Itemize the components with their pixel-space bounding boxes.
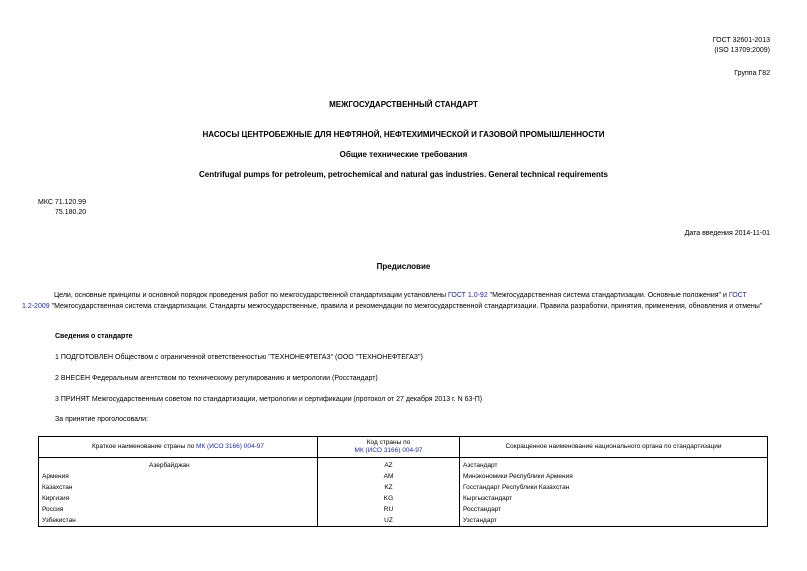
- table-row: [39, 504, 768, 515]
- subtitle: Общие технические требования: [339, 150, 468, 159]
- country-cell: Азербайджан: [39, 458, 318, 472]
- mk-iso-3166-link[interactable]: МК (ИСО 3166) 004-97: [196, 443, 264, 450]
- country-cell: Узбекистан: [39, 515, 318, 527]
- preface-heading: Предисловие: [376, 262, 431, 271]
- intro-date: Дата введения 2014-11-01: [684, 230, 770, 237]
- about-heading: Сведения о стандарте: [55, 333, 133, 340]
- voted-label: За принятие проголосовали:: [55, 416, 148, 423]
- body-cell: Минэкономики Республики Армения: [460, 471, 768, 482]
- english-title: Centrifugal pumps for petroleum, petrochemical and natural gas industries. General technical requirements: [199, 170, 608, 179]
- body-cell: Росстандарт: [460, 504, 768, 515]
- code-cell: KZ: [318, 482, 460, 493]
- table-row: [39, 482, 768, 493]
- code-cell: RU: [318, 504, 460, 515]
- about-item-1: 1 ПОДГОТОВЛЕН Обществом с ограниченной ответственностью "ТЕХНОНЕФТЕГАЗ" (ООО "ТЕХНОНЕФТЕГАЗ"): [55, 354, 423, 361]
- mk-iso-3166-code-link[interactable]: МК (ИСО 3166) 004-97: [354, 447, 423, 454]
- col-code-header: [318, 437, 460, 458]
- col-body-header: Сокращенное наименование национального органа по стандартизации: [460, 437, 768, 458]
- gost-number: ГОСТ 32601-2013: [712, 37, 770, 44]
- code-cell: UZ: [318, 515, 460, 527]
- body-cell: Госстандарт Республики Казахстан: [460, 482, 768, 493]
- gost-1-2-2009-link-part2: 1.2-2009: [22, 303, 50, 310]
- standard-type: МЕЖГОСУДАРСТВЕННЫЙ СТАНДАРТ: [329, 100, 478, 109]
- preface-text-3: "Межгосударственная система стандартизации. Стандарты межгосударственные, правила и рекомендации по межгосударственной стандартизации. Правила разработки, принятия, применения, обновления и отмены": [49, 303, 763, 310]
- mks-code-2: 75.180.20: [55, 209, 87, 216]
- body-cell: Кыргызстандарт: [460, 493, 768, 504]
- preface-paragraph: [22, 290, 769, 312]
- col-country-header: [39, 437, 318, 458]
- country-cell: Казахстан: [39, 482, 318, 493]
- body-cell: Азстандарт: [460, 458, 768, 472]
- group-code: Группа Г82: [734, 70, 770, 77]
- country-cell: Армения: [39, 471, 318, 482]
- table-row: [39, 515, 768, 527]
- table-row: [39, 493, 768, 504]
- col-code-text: Код страны по: [366, 439, 411, 446]
- gost-1-0-92-link[interactable]: ГОСТ 1.0-92: [447, 292, 488, 299]
- table-row: [39, 471, 768, 482]
- about-item-2: 2 ВНЕСЕН Федеральным агентством по техническому регулированию и метрологии (Росстандарт): [55, 375, 378, 382]
- preface-text-2: "Межгосударственная система стандартизации. Основные положения" и: [487, 292, 729, 299]
- country-cell: Россия: [39, 504, 318, 515]
- code-cell: AM: [318, 471, 460, 482]
- table-row: [39, 458, 768, 472]
- preface-text-1: Цели, основные принципы и основной порядок проведения работ по межгосударственной стандартизации установлены: [54, 292, 448, 299]
- code-cell: AZ: [318, 458, 460, 472]
- main-title: НАСОСЫ ЦЕНТРОБЕЖНЫЕ ДЛЯ НЕФТЯНОЙ, НЕФТЕХИМИЧЕСКОЙ И ГАЗОВОЙ ПРОМЫШЛЕННОСТИ: [202, 130, 605, 139]
- body-cell: Узстандарт: [460, 515, 768, 527]
- mks-code-1: МКС 71.120.99: [38, 199, 86, 206]
- iso-number: (ISO 13709:2009): [714, 47, 770, 54]
- countries-table: [38, 436, 768, 527]
- country-cell: Киргизия: [39, 493, 318, 504]
- gost-1-2-2009-link-part1: ГОСТ: [728, 292, 747, 299]
- table-header-row: [39, 437, 768, 458]
- about-item-3: 3 ПРИНЯТ Межгосударственным советом по стандартизации, метрологии и сертификации (протокол от 27 декабря 2013 г. N 63-П): [55, 396, 483, 403]
- col-country-text: Краткое наименование страны по: [92, 443, 197, 450]
- code-cell: KG: [318, 493, 460, 504]
